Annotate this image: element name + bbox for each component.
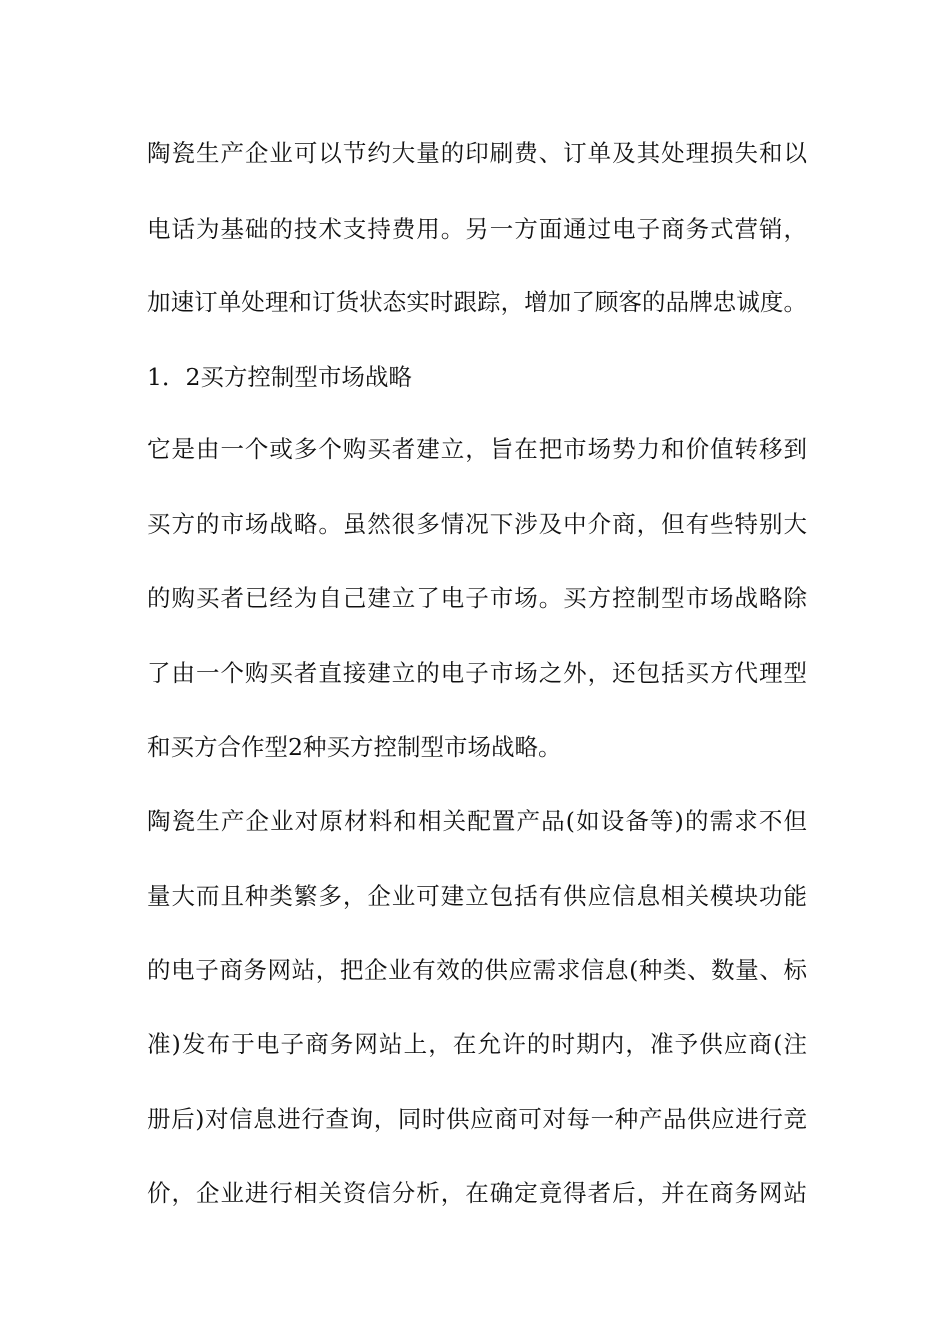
paragraph-line: 它是由一个或多个购买者建立，旨在把市场势力和价值转移到 [147,435,807,463]
section-heading: 1．2买方控制型市场战略 [147,363,412,391]
paragraph-line: 陶瓷生产企业可以节约大量的印刷费、订单及其处理损失和以 [147,139,807,167]
paragraph-line: 量大而且种类繁多，企业可建立包括有供应信息相关模块功能 [147,882,807,910]
paragraph-line: 准)发布于电子商务网站上，在允许的时期内，准予供应商(注 [147,1030,807,1058]
paragraph-line: 的购买者已经为自己建立了电子市场。买方控制型市场战略除 [147,584,807,612]
paragraph-line: 买方的市场战略。虽然很多情况下涉及中介商，但有些特别大 [147,510,807,538]
paragraph-line: 陶瓷生产企业对原材料和相关配置产品(如设备等)的需求不但 [147,807,807,835]
paragraph-line: 电话为基础的技术支持费用。另一方面通过电子商务式营销， [147,215,807,243]
paragraph-line: 和买方合作型2种买方控制型市场战略。 [147,733,562,761]
paragraph-line: 册后)对信息进行查询，同时供应商可对每一种产品供应进行竞 [147,1105,807,1133]
paragraph-line: 加速订单处理和订货状态实时跟踪，增加了顾客的品牌忠诚度。 [147,288,807,316]
paragraph-line: 价，企业进行相关资信分析，在确定竟得者后，并在商务网站 [147,1179,807,1207]
paragraph-line: 的电子商务网站，把企业有效的供应需求信息(种类、数量、标 [147,956,807,984]
paragraph-line: 了由一个购买者直接建立的电子市场之外，还包括买方代理型 [147,659,807,687]
